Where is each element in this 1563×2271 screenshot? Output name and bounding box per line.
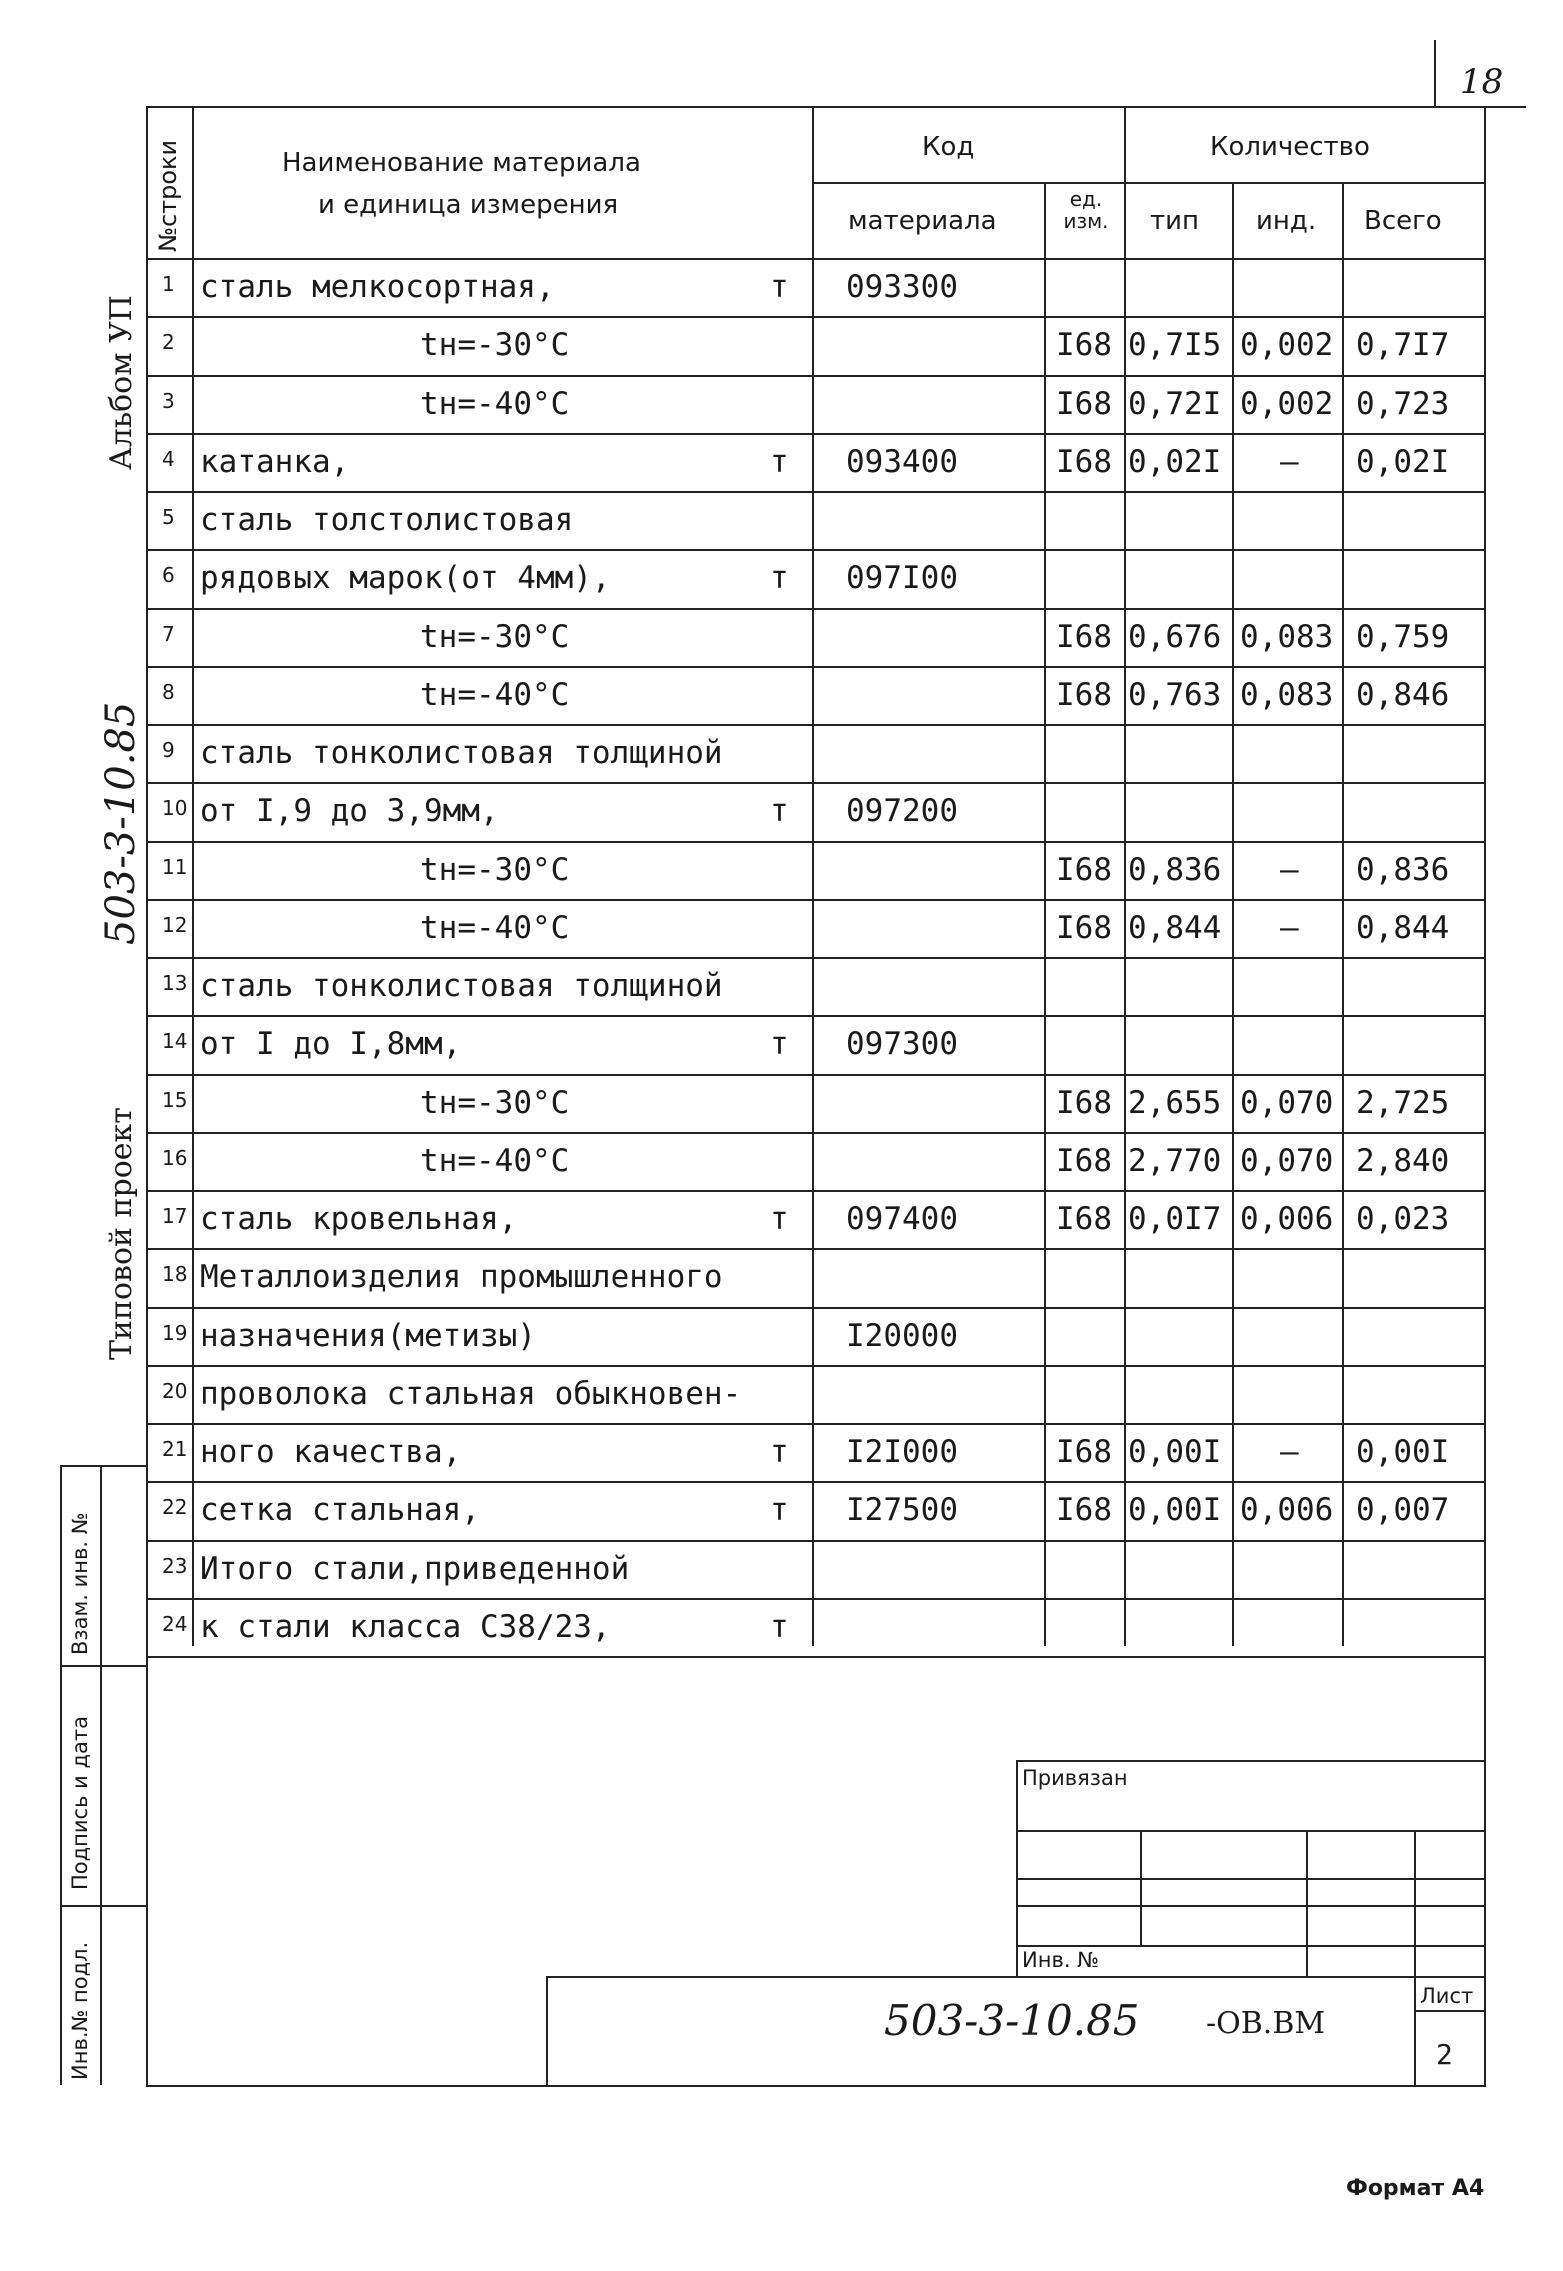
row-number: 21 (162, 1437, 188, 1461)
row-unit-code: I68 (1056, 1492, 1112, 1528)
row-number: 19 (162, 1321, 188, 1345)
row-temperature: tн=-40°С (420, 1143, 570, 1179)
row-material-name: сетка стальная, (200, 1492, 480, 1528)
row-number: 4 (162, 447, 175, 471)
row-qty-ind: – (1280, 852, 1299, 888)
row-unit-code: I68 (1056, 1201, 1112, 1237)
row-code: I20000 (846, 1318, 958, 1354)
row-material-name: сталь тонколистовая толщиной (200, 735, 723, 771)
row-qty-ind: 0,070 (1240, 1085, 1334, 1121)
row-number: 20 (162, 1379, 188, 1403)
row-number: 10 (162, 796, 188, 820)
row-qty-type: 0,844 (1128, 910, 1222, 946)
row-code: I2I000 (846, 1434, 958, 1470)
inv-no-label: Инв. № (1022, 1948, 1100, 1972)
row-qty-type: 0,0I7 (1128, 1201, 1222, 1237)
row-temperature: tн=-40°С (420, 677, 570, 713)
row-unit: т (770, 269, 789, 305)
row-unit-code: I68 (1056, 619, 1112, 655)
row-material-name: Итого стали,приведенной (200, 1551, 630, 1587)
row-unit-code: I68 (1056, 386, 1112, 422)
row-unit: т (770, 1201, 789, 1237)
row-unit: т (770, 560, 789, 596)
row-qty-type: 0,00I (1128, 1434, 1222, 1470)
row-qty-type: 2,770 (1128, 1143, 1222, 1179)
row-unit-code: I68 (1056, 910, 1112, 946)
row-code: 097200 (846, 793, 958, 829)
header-name-line1: Наименование материала (282, 148, 641, 178)
row-qty-ind: 0,070 (1240, 1143, 1334, 1179)
header-code: Код (922, 132, 975, 162)
header-quantity: Количество (1210, 132, 1370, 162)
row-number: 8 (162, 680, 175, 704)
row-unit: т (770, 1026, 789, 1062)
row-number: 3 (162, 389, 175, 413)
row-material-name: Металлоизделия промышленного (200, 1259, 723, 1295)
row-number: 6 (162, 563, 175, 587)
row-qty-type: 0,7I5 (1128, 327, 1222, 363)
row-qty-ind: 0,002 (1240, 327, 1334, 363)
row-unit-code: I68 (1056, 852, 1112, 888)
row-number: 12 (162, 913, 188, 937)
row-code: 097400 (846, 1201, 958, 1237)
row-qty-total: 0,759 (1356, 619, 1450, 655)
row-qty-type: 0,72I (1128, 386, 1222, 422)
row-qty-total: 0,7I7 (1356, 327, 1450, 363)
row-material-name: сталь мелкосортная, (200, 269, 555, 305)
row-qty-ind: 0,083 (1240, 619, 1334, 655)
row-qty-ind: – (1280, 444, 1299, 480)
row-qty-ind: 0,006 (1240, 1201, 1334, 1237)
side-album-label: Альбом УП (104, 295, 139, 470)
row-qty-total: 0,023 (1356, 1201, 1450, 1237)
row-temperature: tн=-30°С (420, 327, 570, 363)
side-project-label: Типовой проект (104, 1107, 139, 1360)
row-qty-ind: – (1280, 910, 1299, 946)
row-qty-type: 0,02I (1128, 444, 1222, 480)
row-temperature: tн=-40°С (420, 910, 570, 946)
row-number: 1 (162, 272, 175, 296)
row-number: 7 (162, 622, 175, 646)
page-number: 18 (1460, 62, 1504, 102)
header-qty-type: тип (1150, 206, 1200, 236)
row-material-name: проволока стальная обыкновен- (200, 1376, 742, 1412)
row-temperature: tн=-30°С (420, 619, 570, 655)
row-material-name: от I,9 до 3,9мм, (200, 793, 499, 829)
row-qty-type: 0,676 (1128, 619, 1222, 655)
row-qty-type: 0,763 (1128, 677, 1222, 713)
row-unit-code: I68 (1056, 444, 1112, 480)
row-number: 18 (162, 1262, 188, 1286)
doc-suffix: -ОВ.ВМ (1206, 2006, 1326, 2041)
row-number: 24 (162, 1612, 188, 1636)
row-number: 16 (162, 1146, 188, 1170)
row-code: I27500 (846, 1492, 958, 1528)
row-temperature: tн=-30°С (420, 852, 570, 888)
row-unit-code: I68 (1056, 1434, 1112, 1470)
header-code-material: материала (848, 206, 997, 236)
row-material-name: рядовых марок(от 4мм), (200, 560, 611, 596)
row-number: 9 (162, 738, 175, 762)
row-material-name: катанка, (200, 444, 350, 480)
row-unit-code: I68 (1056, 1085, 1112, 1121)
stamp-podpis-data: Подпись и дата (68, 1716, 92, 1890)
row-code: 097I00 (846, 560, 958, 596)
header-qty-ind: инд. (1256, 206, 1317, 236)
row-qty-ind: 0,083 (1240, 677, 1334, 713)
header-row-number: №строки (154, 139, 182, 252)
row-qty-type: 0,00I (1128, 1492, 1222, 1528)
privyazan-label: Привязан (1022, 1766, 1128, 1790)
row-unit-code: I68 (1056, 677, 1112, 713)
row-qty-total: 0,836 (1356, 852, 1450, 888)
row-qty-ind: 0,002 (1240, 386, 1334, 422)
row-number: 11 (162, 855, 188, 879)
list-label: Лист (1420, 1984, 1474, 2008)
row-material-name: сталь толстолистовая (200, 502, 574, 538)
row-qty-total: 0,844 (1356, 910, 1450, 946)
row-qty-total: 2,840 (1356, 1143, 1450, 1179)
row-number: 23 (162, 1554, 188, 1578)
row-qty-ind: – (1280, 1434, 1299, 1470)
row-number: 15 (162, 1088, 188, 1112)
row-unit: т (770, 444, 789, 480)
side-doc-number: 503-3-10.85 (98, 701, 144, 945)
row-code: 093400 (846, 444, 958, 480)
row-qty-ind: 0,006 (1240, 1492, 1334, 1528)
row-material-name: от I до I,8мм, (200, 1026, 462, 1062)
row-material-name: ного качества, (200, 1434, 462, 1470)
row-material-name: сталь кровельная, (200, 1201, 518, 1237)
row-qty-total: 0,02I (1356, 444, 1450, 480)
list-value: 2 (1436, 2038, 1453, 2071)
row-number: 14 (162, 1029, 188, 1053)
header-code-unit: ед. изм. (1063, 187, 1109, 233)
row-temperature: tн=-40°С (420, 386, 570, 422)
row-code: 093300 (846, 269, 958, 305)
doc-code: 503-3-10.85 (884, 1996, 1140, 2045)
row-material-name: назначения(метизы) (200, 1318, 536, 1354)
row-material-name: сталь тонколистовая толщиной (200, 968, 723, 1004)
row-unit-code: I68 (1056, 327, 1112, 363)
row-number: 13 (162, 971, 188, 995)
row-qty-total: 0,846 (1356, 677, 1450, 713)
row-qty-type: 2,655 (1128, 1085, 1222, 1121)
row-number: 17 (162, 1204, 188, 1228)
header-qty-total: Всего (1364, 206, 1442, 236)
row-qty-total: 0,00I (1356, 1434, 1450, 1470)
row-number: 5 (162, 505, 175, 529)
row-qty-total: 0,007 (1356, 1492, 1450, 1528)
row-unit: т (770, 1492, 789, 1528)
row-unit-code: I68 (1056, 1143, 1112, 1179)
row-unit: т (770, 793, 789, 829)
stamp-vzam-inv: Взам. инв. № (68, 1512, 92, 1655)
row-unit: т (770, 1609, 789, 1645)
row-temperature: tн=-30°С (420, 1085, 570, 1121)
row-number: 22 (162, 1495, 188, 1519)
row-material-name: к стали класса С38/23, (200, 1609, 611, 1645)
row-code: 097300 (846, 1026, 958, 1062)
format-label: Формат А4 (1346, 2176, 1485, 2201)
row-unit: т (770, 1434, 789, 1470)
row-qty-total: 0,723 (1356, 386, 1450, 422)
stamp-inv-podl: Инв.№ подл. (68, 1941, 92, 2080)
row-qty-total: 2,725 (1356, 1085, 1450, 1121)
row-qty-type: 0,836 (1128, 852, 1222, 888)
row-number: 2 (162, 330, 175, 354)
header-name-line2: и единица измерения (318, 190, 619, 220)
